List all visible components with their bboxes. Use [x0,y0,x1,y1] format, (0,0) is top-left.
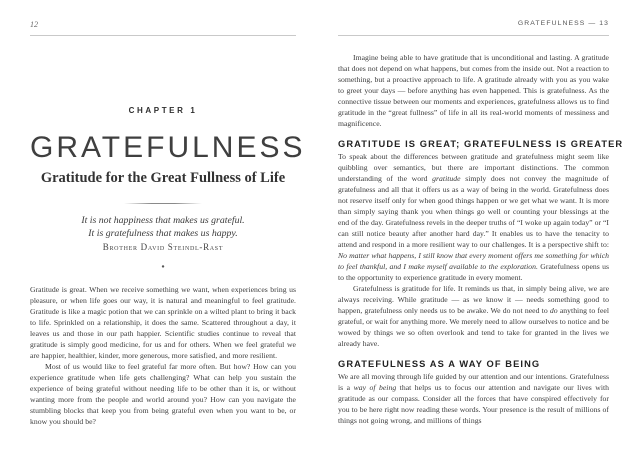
section-heading: GRATEFULNESS AS A WAY OF BEING [338,359,541,369]
page-number: 12 [30,20,38,29]
header-rule [30,35,296,36]
epigraph [30,215,296,252]
divider-rule [124,203,202,204]
chapter-subtitle: Gratitude for the Great Fullness of Life [40,170,286,186]
body-paragraph: Gratefulness is gratitude for life. It reminds us that, in simply being alive, we are always receiving. While gratitude — as we know it — needs something good to happen, gratefulness only needs us to be awake. We do not need to do anything to feel grateful, or wait for anything more. We merely need to allow ourselves to notice and be wowed by things we so often overlook and tend to take for granted in the lives we already have. [338,284,610,348]
epigraph-line: It is not happiness that makes us grateful. [81,215,245,226]
header-rule [338,35,609,36]
epigraph-attribution: Brother David Steindl-Rast [102,242,224,253]
body-paragraph: Most of us would like to feel grateful far more often. But how? How can you experience gratitude when life gets challenging? What can help you sustain the experience of being grateful without needing life to be other than it is, or without wanting more from the people and world around you? How can you navigate the stumbling blocks that keep you from being grateful even when you want to be, or know you should be? [30,362,296,427]
ornament-dot: ● [161,264,165,271]
body-paragraph: Imagine being able to have gratitude that is unconditional and lasting. A gratitude that does not depend on what happens, but comes from the inside out. Not a reaction to something, but a proactive approach to life. A gratitude already with you as you wake to greet your days — before anything has even happened. This is gratefulness. As the connective tissue between our moments and experiences, gratefulness allows us to find gratitude in the “great fullness” of life in all its real-world moments of messiness and magnificence. [338,53,609,128]
section-heading: GRATITUDE IS GREAT; GRATEFULNESS IS GREATER [338,139,624,149]
body-paragraph: We are all moving through life guided by our attention and our intentions. Gratefulness is a way of being that helps us to focus our attention and navigate our lives with gratitude as our compass. Consider all the forces that have conspired effectively for you to be here right now reading these words. Your presence is the result of millions of things not going wrong, and millions of things [338,372,610,425]
epigraph-line: It is gratefulness that makes us happy. [88,227,238,239]
page-right [338,20,624,426]
chapter-title: GRATEFULNESS [30,131,306,164]
body-paragraph: To speak about the differences between gratitude and gratefulness might seem like quibbling over semantics, but there are important distinctions. The common understanding of the word gratitude simply does not convey the magnitude of gratefulness and all that it offers us as a way of being in the world. Gratefulness does not reserve itself only for when good things happen or we get what we want. It is more than simply saying thank you when things go well or counting your blessings at the end of the day. Gratefulness revels in the deeper truths of “I woke up again today” or “I can still notice beauty after another hard day.” It enables us to have the tenacity to attend and respond in a more resilient way to our challenges. It is a perspective shift to: No matter what happens, I still know that every moment offers me something for which to feel thankful, and I make myself available to the exploration. Gratefulness opens us to the opportunity to experience gratitude in every moment. [338,152,610,282]
chapter-label: CHAPTER 1 [128,106,198,115]
page-left [30,20,306,427]
body-paragraph: Gratitude is great. When we receive something we want, when experiences bring us pleasure, or when life goes our way, it is natural and meaningful to feel gratitude. Gratitude is like a magic potion that we can sprinkle on a wilted plant to bring it back to life. Sprinkled on a relationship, it does the same. Scattered throughout a day, it leaves us and those in our path happier. Scientific studies continue to reveal that gratitude is simply good medicine, for us and for others. When we feel grateful we are happier, healthier, kinder, more generous, more satisfied, and more resilient. [30,285,296,361]
running-head: GRATEFULNESS — 13 [517,20,609,27]
